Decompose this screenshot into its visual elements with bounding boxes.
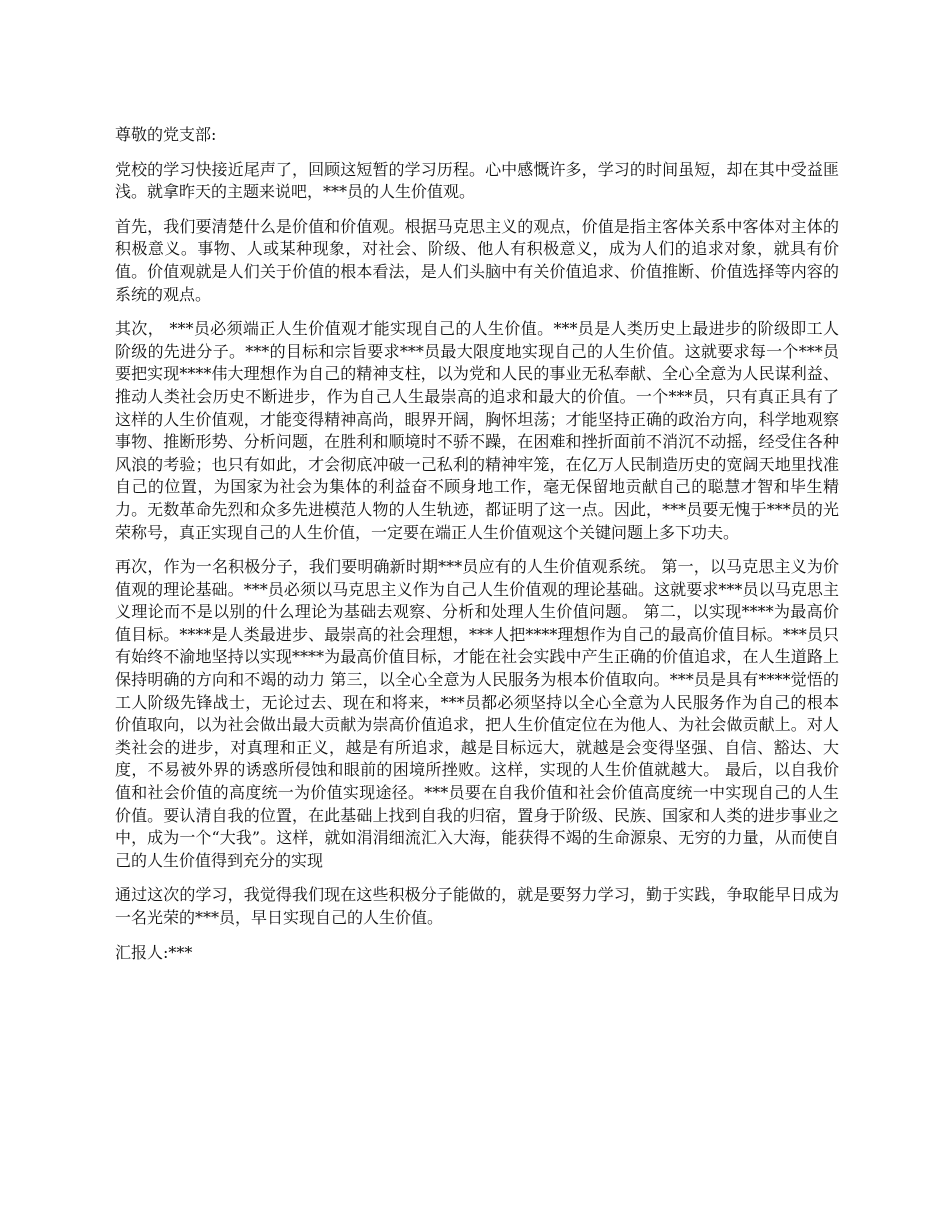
paragraph-conclusion: 通过这次的学习，我觉得我们现在这些积极分子能做的，就是要努力学习，勤于实践，争取能早日成为一名光荣的***员，早日实现自己的人生价值。 [115,885,839,927]
paragraph-correct-values: 其次， ***员必须端正人生价值观才能实现自己的人生价值。***员是人类历史上最进步的阶级即工人阶级的先进分子。***的目标和宗旨要求***员最大限度地实现自己的人生价值。这就要求每一个***员要把实现****伟大理想作为自己的精神支柱，以为党和人民的事业无私奉献、全心全意为人民谋利益、推动人类社会历史不断进步，作为自己人生最崇高的追求和最大的价值。一个***员，只有真正具有了这样的人生价值观，才能变得精神高尚，眼界开阔，胸怀坦荡；才能坚持正确的政治方向，科学地观察事物、推断形势、分析问题，在胜利和顺境时不骄不躁，在困难和挫折面前不消沉不动摇，经受住各种风浪的考验；也只有如此，才会彻底冲破一己私利的精神牢笼，在亿万人民制造历史的宽阔天地里找准自己的位置，为国家为社会为集体的利益奋不顾身地工作，毫无保留地贡献自己的聪慧才智和毕生精力。无数革命先烈和众多先进模范人物的人生轨迹，都证明了这一点。因此，***员要无愧于***员的光荣称号，真正实现自己的人生价值，一定要在端正人生价值观这个关键问题上多下功夫。 [115,319,839,542]
paragraph-values-definition: 首先，我们要清楚什么是价值和价值观。根据马克思主义的观点，价值是指主客体关系中客体对主体的积极意义。事物、人或某种现象，对社会、阶级、他人有积极意义，成为人们的追求对象，就具有价值。价值观就是人们关于价值的根本看法，是人们头脑中有关价值追求、价值推断、价值选择等内容的系统的观点。 [115,216,839,304]
paragraph-intro: 党校的学习快接近尾声了，回顾这短暂的学习历程。心中感慨许多，学习的时间虽短，却在其中受益匪浅。就拿昨天的主题来说吧，***员的人生价值观。 [115,159,839,202]
letter-document [115,124,839,976]
signature: 汇报人:*** [115,942,193,962]
paragraph-value-system: 再次，作为一名积极分子，我们要明确新时期***员应有的人生价值观系统。 第一，以马克思主义为价值观的理论基础。***员必须以马克思主义作为自己人生价值观的理论基础。这就要求***员以马克思主义理论而不是以别的什么理论为基础去观察、分析和处理人生价值问题。 第二，以实现****为最高价值目标。****是人类最进步、最崇高的社会理想，***人把****理想作为自己的最高价值目标。***员只有始终不渝地坚持以实现****为最高价值目标，才能在社会实践中产生正确的价值追求，在人生道路上保持明确的方向和不竭的动力 第三，以全心全意为人民服务为根本价值取向。***员是具有****觉悟的工人阶级先锋战士，无论过去、现在和将来，***员都必须坚持以全心全意为人民服务作为自己的根本价值取向，以为社会做出最大贡献为崇高价值追求，把人生价值定位在为他人、为社会做贡献上。对人类社会的进步，对真理和正义，越是有所追求，越是目标远大，就越是会变得坚强、自信、豁达、大度，不易被外界的诱惑所侵蚀和眼前的困境所挫败。这样，实现的人生价值就越大。 最后，以自我价值和社会价值的高度统一为价值实现途径。***员要在自我价值和社会价值高度统一中实现自己的人生价值。要认清自我的位置，在此基础上找到自我的归宿，置身于阶级、民族、国家和人类的进步事业之中，成为一个“大我”。这样，就如涓涓细流汇入大海，能获得不竭的生命源泉、无穷的力量，从而使自己的人生价值得到充分的实现 [115,557,839,870]
salutation: 尊敬的党支部: [115,125,217,144]
